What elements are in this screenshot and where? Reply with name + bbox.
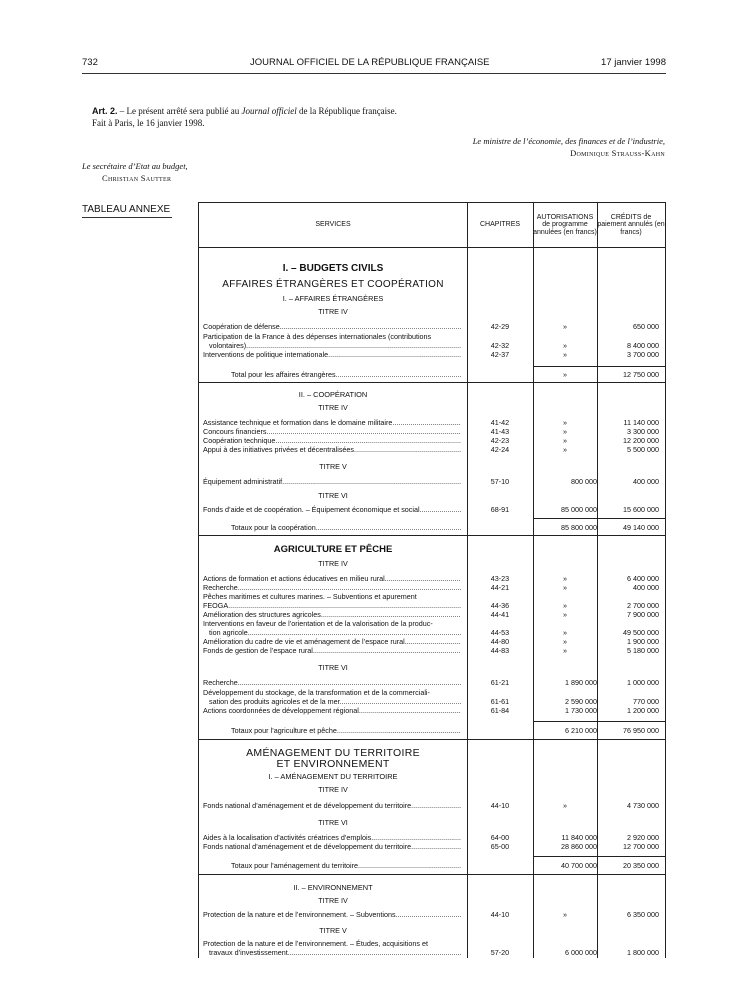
row-autorisation: » [563, 628, 567, 637]
row-chapter: 61-84 [490, 706, 510, 715]
table-row [199, 688, 665, 697]
row-credit: 3 300 000 [627, 427, 659, 436]
row-label: Fonds national d’aménagement et de développement du territoire ..... [203, 801, 461, 810]
row-chapter: 57-10 [490, 477, 510, 486]
row-autorisation: 800 000 [571, 477, 597, 486]
row-autorisation: 85 000 000 [561, 505, 597, 514]
header-rule [82, 73, 666, 74]
row-credit: 2 700 000 [627, 601, 659, 610]
table-row [199, 948, 665, 957]
publication-date: 17 janvier 1998 [601, 57, 666, 68]
table-row [199, 697, 665, 706]
row-autorisation: » [563, 436, 567, 445]
row-autorisation: 1 730 000 [565, 706, 597, 715]
row-credit: 650 000 [633, 322, 659, 331]
table-row [199, 833, 665, 842]
row-credit: 400 000 [633, 583, 659, 592]
page-number: 732 [82, 57, 98, 68]
table-row [199, 341, 665, 350]
table-row [199, 628, 665, 637]
total-row [199, 861, 665, 870]
journal-reference: Journal officiel [241, 106, 297, 116]
row-autorisation: » [563, 427, 567, 436]
titre-heading: TITRE IV [318, 785, 348, 794]
row-label: travaux d’investissement ..... [209, 948, 461, 957]
row-autorisation: 11 840 000 [561, 833, 597, 842]
header-credits: CRÉDITS de paiement annulés (en francs) [597, 213, 665, 236]
minister-title: Le ministre de l’économie, des finances et de l’industrie, [472, 136, 665, 146]
row-chapter: 42-29 [490, 322, 510, 331]
row-chapter: 44-10 [490, 801, 510, 810]
row-label: Recherche ..... [203, 583, 461, 592]
row-label: Interventions en faveur de l’orientation et de la valorisation de la produc- [203, 619, 433, 628]
row-label: Participation de la France à des dépenses internationales (contributions [203, 332, 432, 341]
table-row [199, 418, 665, 427]
row-chapter: 68-91 [490, 505, 510, 514]
row-credit: 12 700 000 [623, 842, 659, 851]
table-header [199, 203, 665, 248]
table-row [199, 445, 665, 454]
table-row [199, 637, 665, 646]
table-row [199, 910, 665, 919]
table-row [199, 706, 665, 715]
total-credit: 49 140 000 [623, 523, 659, 532]
page-header [82, 57, 666, 71]
row-autorisation: » [563, 322, 567, 331]
total-label: Totaux pour l’aménagement du territoire ..... [231, 861, 461, 870]
table-row [199, 477, 665, 486]
row-chapter: 44-83 [490, 646, 510, 655]
row-chapter: 44-10 [490, 910, 510, 919]
secretary-signature [82, 160, 188, 184]
minister-name: Dominique Strauss-Kahn [570, 148, 665, 158]
annexe-label: TABLEAU ANNEXE [82, 204, 171, 215]
row-autorisation: » [563, 646, 567, 655]
row-autorisation: » [563, 350, 567, 359]
table-row [199, 601, 665, 610]
total-credit: 20 350 000 [623, 861, 659, 870]
titre-heading: TITRE VI [318, 663, 348, 672]
row-label: Pêches maritimes et cultures marines. – Subventions et apurement [203, 592, 417, 601]
titre-heading: TITRE IV [318, 403, 348, 412]
row-chapter: 44-36 [490, 601, 510, 610]
row-credit: 1 900 000 [627, 637, 659, 646]
row-credit: 12 200 000 [623, 436, 659, 445]
row-credit: 770 000 [633, 697, 659, 706]
table-row [199, 332, 665, 341]
row-label: Développement du stockage, de la transformation et de la commerciali- [203, 688, 430, 697]
section-heading: AGRICULTURE ET PÊCHE [273, 544, 393, 555]
table-row [199, 322, 665, 331]
row-chapter: 44-41 [490, 610, 510, 619]
row-credit: 4 730 000 [627, 801, 659, 810]
row-chapter: 42-32 [490, 341, 510, 350]
total-autorisation: 6 210 000 [565, 726, 597, 735]
row-label: Protection de la nature et de l’environnement. – Études, acquisitions et [203, 939, 428, 948]
section-rule [199, 382, 665, 383]
total-row [199, 370, 665, 379]
table-row [199, 610, 665, 619]
row-chapter: 57-20 [490, 948, 510, 957]
row-autorisation: 1 890 000 [565, 678, 597, 687]
titre-heading: TITRE IV [318, 559, 348, 568]
row-credit: 11 140 000 [623, 418, 659, 427]
budget-table [198, 202, 666, 958]
table-row [199, 592, 665, 601]
row-label: Équipement administratif ..... [203, 477, 461, 486]
row-label: sation des produits agricoles et de la mer ..... [209, 697, 461, 706]
row-autorisation: » [563, 574, 567, 583]
row-credit: 1 000 000 [627, 678, 659, 687]
row-credit: 5 500 000 [627, 445, 659, 454]
row-chapter: 44-21 [490, 583, 510, 592]
table-row [199, 619, 665, 628]
row-label: Coopération de défense ..... [203, 322, 461, 331]
row-label: volontaires) ..... [209, 341, 461, 350]
titre-heading: TITRE V [319, 926, 347, 935]
titre-heading: TITRE V [319, 462, 347, 471]
total-autorisation: 85 800 000 [561, 523, 597, 532]
total-label: Totaux pour l’agriculture et pêche ..... [231, 726, 461, 735]
section-heading: AMÉNAGEMENT DU TERRITOIRE [246, 747, 420, 759]
row-label: Interventions de politique internationale ..... [203, 350, 461, 359]
row-chapter: 61-61 [490, 697, 510, 706]
section-rule [199, 739, 665, 740]
row-autorisation: » [563, 583, 567, 592]
subsection-heading: II. – COOPÉRATION [298, 390, 368, 399]
row-autorisation: » [563, 910, 567, 919]
total-row [199, 523, 665, 532]
row-chapter: 44-80 [490, 637, 510, 646]
row-label: Protection de la nature et de l’environnement. – Subventions ..... [203, 910, 461, 919]
row-label: Aides à la localisation d’activités créatrices d’emplois ..... [203, 833, 461, 842]
row-autorisation: 6 000 000 [565, 948, 597, 957]
titre-heading: TITRE IV [318, 896, 348, 905]
row-label: Amélioration des structures agricoles ..... [203, 610, 461, 619]
header-autorisations: AUTORISATIONS de programme annulées (en francs) [533, 213, 597, 236]
table-row [199, 842, 665, 851]
table-row [199, 427, 665, 436]
row-chapter: 42-24 [490, 445, 510, 454]
row-label: Recherche ..... [203, 678, 461, 687]
row-credit: 15 600 000 [623, 505, 659, 514]
total-rule [533, 366, 665, 367]
row-credit: 6 400 000 [627, 574, 659, 583]
titre-heading: TITRE IV [318, 307, 348, 316]
total-rule [533, 856, 665, 857]
total-autorisation: » [563, 370, 567, 379]
row-label: Appui à des initiatives privées et décentralisées ..... [203, 445, 461, 454]
section-rule [199, 535, 665, 536]
row-autorisation: » [563, 610, 567, 619]
table-row [199, 583, 665, 592]
total-rule [533, 518, 665, 519]
subsection-heading: I. – AFFAIRES ÉTRANGÈRES [282, 294, 384, 303]
table-row [199, 505, 665, 514]
section-rule [199, 874, 665, 875]
row-credit: 1 800 000 [627, 948, 659, 957]
section-heading: I. – BUDGETS CIVILS [282, 263, 384, 274]
total-label: Total pour les affaires étrangères ..... [231, 370, 461, 379]
secretary-name: Christian Sautter [102, 173, 172, 183]
row-label: Fonds de gestion de l’espace rural ..... [203, 646, 461, 655]
row-label: FEOGA ..... [203, 601, 461, 610]
row-label: Coopération technique ..... [203, 436, 461, 445]
article-line [92, 105, 397, 117]
row-label: Amélioration du cadre de vie et aménagement de l’espace rural ..... [203, 637, 461, 646]
row-autorisation: » [563, 801, 567, 810]
header-chapitres: CHAPITRES [479, 221, 521, 229]
row-chapter: 42-23 [490, 436, 510, 445]
article-paragraph [92, 105, 397, 129]
section-heading: AFFAIRES ÉTRANGÈRES ET COOPÉRATION [222, 279, 444, 290]
row-label: Concours financiers ..... [203, 427, 461, 436]
row-credit: 6 350 000 [627, 910, 659, 919]
row-credit: 8 400 000 [627, 341, 659, 350]
place-date: Fait à Paris, le 16 janvier 1998. [92, 118, 205, 128]
row-chapter: 44-53 [490, 628, 510, 637]
subsection-heading: II. – ENVIRONNEMENT [293, 883, 373, 892]
row-chapter: 42-37 [490, 350, 510, 359]
table-row [199, 678, 665, 687]
secretary-title: Le secrétaire d’Etat au budget, [82, 161, 188, 171]
total-rule [533, 721, 665, 722]
row-autorisation: » [563, 637, 567, 646]
total-credit: 12 750 000 [623, 370, 659, 379]
row-autorisation: » [563, 601, 567, 610]
table-row [199, 436, 665, 445]
row-label: Assistance technique et formation dans le domaine militaire ..... [203, 418, 461, 427]
minister-signature [473, 135, 665, 159]
row-autorisation: 2 590 000 [565, 697, 597, 706]
row-chapter: 65-00 [490, 842, 510, 851]
row-label: Fonds national d’aménagement et de développement du territoire ..... [203, 842, 461, 851]
row-chapter: 41-43 [490, 427, 510, 436]
row-autorisation: » [563, 445, 567, 454]
table-row [199, 350, 665, 359]
annexe-rule [82, 217, 172, 218]
titre-heading: TITRE VI [318, 491, 348, 500]
table-row [199, 574, 665, 583]
row-credit: 2 920 000 [627, 833, 659, 842]
row-credit: 5 180 000 [627, 646, 659, 655]
row-credit: 49 500 000 [623, 628, 659, 637]
total-credit: 76 950 000 [623, 726, 659, 735]
row-label: Fonds d’aide et de coopération. – Équipement économique et social ..... [203, 505, 461, 514]
row-label: tion agricole ..... [209, 628, 461, 637]
row-chapter: 64-00 [490, 833, 510, 842]
row-chapter: 43-23 [490, 574, 510, 583]
table-row [199, 646, 665, 655]
row-credit: 7 900 000 [627, 610, 659, 619]
header-services: SERVICES [315, 221, 351, 229]
titre-heading: TITRE VI [318, 818, 348, 827]
row-label: Actions coordonnées de développement régional ..... [203, 706, 461, 715]
row-credit: 400 000 [633, 477, 659, 486]
table-row [199, 939, 665, 948]
article-label: Art. 2. [92, 106, 118, 116]
row-label: Actions de formation et actions éducatives en milieu rural ..... [203, 574, 461, 583]
section-heading: ET ENVIRONNEMENT [276, 758, 390, 770]
article-text-end: de la République française. [296, 106, 397, 116]
article-text: – Le présent arrêté sera publié au [117, 106, 242, 116]
total-autorisation: 40 700 000 [561, 861, 597, 870]
row-credit: 1 200 000 [627, 706, 659, 715]
row-autorisation: » [563, 418, 567, 427]
row-chapter: 41-42 [490, 418, 510, 427]
row-chapter: 61-21 [490, 678, 510, 687]
subsection-heading: I. – AMÉNAGEMENT DU TERRITOIRE [268, 772, 398, 781]
row-autorisation: » [563, 341, 567, 350]
journal-title: JOURNAL OFFICIEL DE LA RÉPUBLIQUE FRANÇAISE [250, 57, 490, 68]
total-label: Totaux pour la coopération ..... [231, 523, 461, 532]
row-credit: 3 700 000 [627, 350, 659, 359]
total-row [199, 726, 665, 735]
row-autorisation: 28 860 000 [561, 842, 597, 851]
table-row [199, 801, 665, 810]
